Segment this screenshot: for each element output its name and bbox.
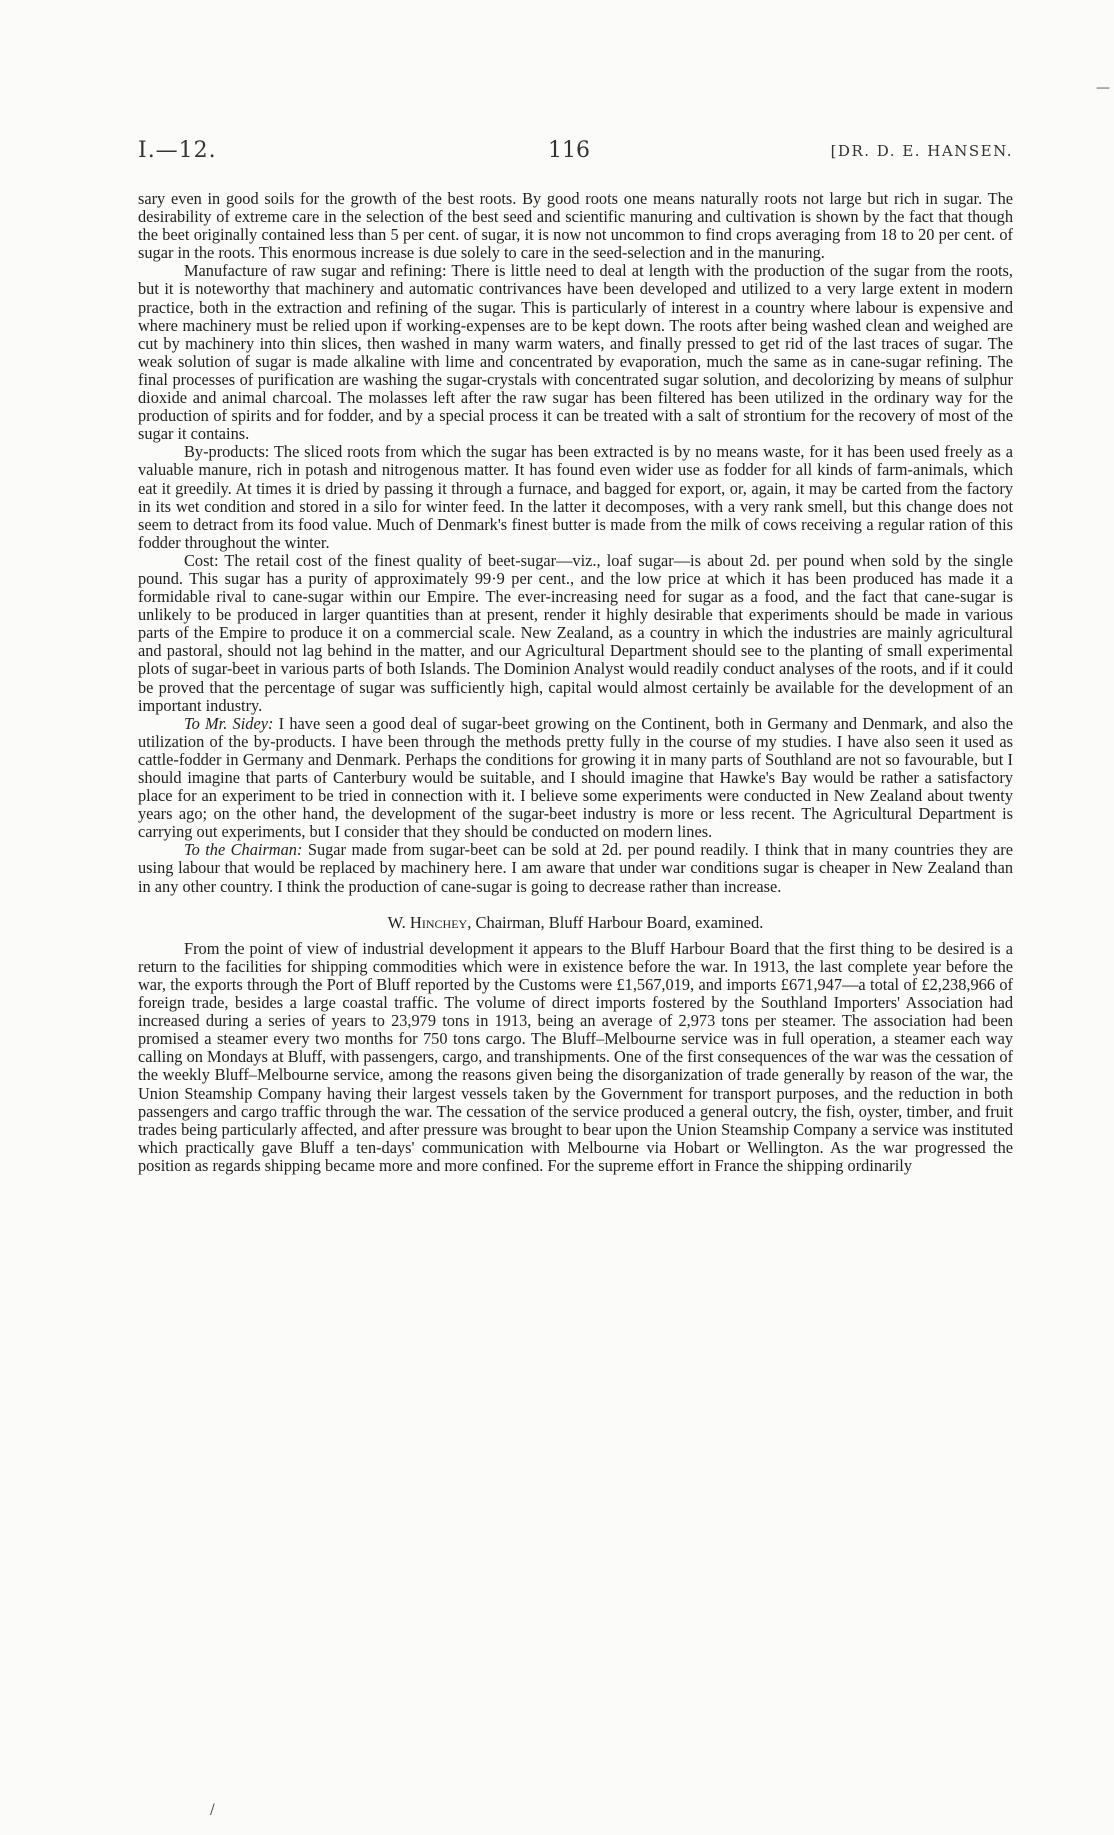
paragraph-text: The sliced roots from which the sugar has been extracted is by no means waste, for it has been used freely as a valuable manure, rich in potash and nitrogenous matter. It has found even wider use as fodder for all kinds of farm-animals, which eat it greedily. At times it is dried by passing it through a furnace, and bagged for export, or, again, it may be carted from the factory in its wet condition and stored in a silo for winter feed. In the latter it decomposes, with a very rank smell, but this change does not seem to detract from its food value. Much of Denmark's finest butter is made from the milk of cows receiving a regular ration of this fodder throughout the winter.: [138, 442, 1013, 552]
margin-mark: —: [1096, 80, 1110, 96]
page-header: [138, 138, 1013, 168]
paragraph-lead: Cost:: [184, 550, 219, 570]
document-body: [138, 190, 1013, 1175]
paragraph-text: Sugar made from sugar-beet can be sold at 2d. per pound readily. I think that in many countries they are using labour that would be replaced by machinery here. I am aware that under war conditions sugar is cheaper in New Zealand than in any other country. I think the production of cane-sugar is going to decrease rather than increase.: [138, 840, 1013, 896]
paragraph-text: I have seen a good deal of sugar-beet growing on the Continent, both in Germany and Denmark, and also the utilization of the by-products. I have been through the methods pretty fully in the course of my studies. I have also seen it used as cattle-fodder in Germany and Denmark. Perhaps the conditions for growing it in many parts of Southland are not so favourable, but I should imagine that parts of Canterbury would be suitable, and I should imagine that Hawke's Bay would be rather a satisfactory place for an experiment to be tried in connection with it. I believe some experiments were conducted in New Zealand about twenty years ago; on the other hand, the development of the sugar-beet industry is more or less recent. The Agricultural Department is carrying out experiments, but I consider that they should be conducted on modern lines.: [138, 713, 1013, 842]
paragraph: [138, 715, 1013, 842]
paragraph-text: There is little need to deal at length with the production of the sugar from the roots, but it is noteworthy that machinery and automatic contrivances have been developed and utilized to a very large extent in modern practice, both in the extraction and refining of the sugar. This is particularly of interest in a country where labour is expensive and where machinery must be relied upon if working-expenses are to be kept down. The roots after being washed clean and weighed are cut by machinery into thin slices, then washed in many warm waters, and finally pressed to get rid of the last traces of sugar. The weak solution of sugar is made alkaline with lime and concentrated by evaporation, much the same as in cane-sugar refining. The final processes of purification are washing the sugar-crystals with concentrated sugar solution, and decolorizing by means of sulphur dioxide and animal charcoal. The molasses left after the raw sugar has been filtered has been utilized in the ordinary way for the production of spirits and for fodder, and by a special process it can be treated with a salt of strontium for the recovery of most of the sugar it contains.: [138, 261, 1014, 444]
paragraph-lead: Manufacture of raw sugar and refining:: [184, 261, 447, 281]
witness-name: [DR. D. E. HANSEN.: [830, 142, 1013, 160]
paragraph-lead: To the Chairman:: [184, 840, 303, 860]
paragraph: [138, 841, 1013, 895]
parliamentary-paper-ref: I.—12.: [138, 138, 217, 163]
margin-mark: /: [210, 1802, 215, 1818]
paragraph: From the point of view of industrial development it appears to the Bluff Harbour Board that the first thing to be desired is a return to the facilities for shipping commodities which were in existence before the war. In 1913, the last complete year before the war, the exports through the Port of Bluff reported by the Customs were £1,567,019, and imports £671,947—a total of £2,238,966 of foreign trade, besides a large coastal traffic. The volume of direct imports fostered by the Southland Importers' Association had increased during a series of years to 23,979 tons in 1913, being an average of 2,973 tons per steamer. The association had been promised a steamer every two months for 750 tons cargo. The Bluff–Melbourne service was in full operation, a steamer each way calling on Mondays at Bluff, with passengers, cargo, and transhipments. One of the first consequences of the war was the cessation of the weekly Bluff–Melbourne service, among the reasons given being the disorganization of trade generally by reason of the war, the Union Steamship Company having their largest vessels taken by the Government for transport purposes, and the reduction in both passengers and cargo traffic through the war. The cessation of the service produced a general outcry, the fish, oyster, timber, and fruit trades being particularly affected, and after pressure was brought to bear upon the Union Steamship Company a service was instituted which practically gave Bluff a ten-days' communication with Melbourne via Hobart or Wellington. As the war progressed the position as regards shipping became more and more confined. For the supreme effort in France the shipping ordinarily: [138, 938, 1013, 1175]
paragraph-lead: By-products:: [184, 442, 270, 462]
paragraph-text: The retail cost of the finest quality of beet-sugar—viz., loaf sugar—is about 2d. per pound when sold by the single pound. This sugar has a purity of approximately 99·9 per cent., and the low price at which it has been produced has made it a formidable rival to cane-sugar within our Empire. The ever-increasing need for sugar as a food, and the fact that cane-sugar is unlikely to be produced in larger quantities than at present, render it highly desirable that experiments should be made in various parts of the Empire to produce it on a commercial scale. New Zealand, as a country in which the industries are mainly agricultural and pastoral, should not lag behind in the matter, and our Agricultural Department should see to the planting of small experimental plots of sugar-beet in various parts of both Islands. The Dominion Analyst would readily conduct analyses of the roots, and if it could be proved that the percentage of sugar was sufficiently high, capital would almost certainly be available for the development of an important industry.: [138, 550, 1013, 715]
paragraph: [138, 443, 1013, 552]
paragraph-lead: To Mr. Sidey:: [184, 713, 274, 733]
paragraph: [138, 552, 1013, 715]
paragraph: sary even in good soils for the growth of the best roots. By good roots one means naturally roots not large but rich in sugar. The desirability of extreme care in the selection of the best seed and scientific manuring and cultivation is shown by the fact that though the beet originally contained less than 5 per cent. of sugar, it is now not uncommon to find crops averaging from 18 to 20 per cent. of sugar in the roots. This enormous increase is due solely to care in the seed-selection and in the manuring.: [138, 189, 1013, 263]
section-heading: W. Hinchey, Chairman, Bluff Harbour Board, examined.: [387, 912, 764, 932]
page-number: 116: [548, 138, 590, 163]
paragraph: [138, 262, 1013, 443]
